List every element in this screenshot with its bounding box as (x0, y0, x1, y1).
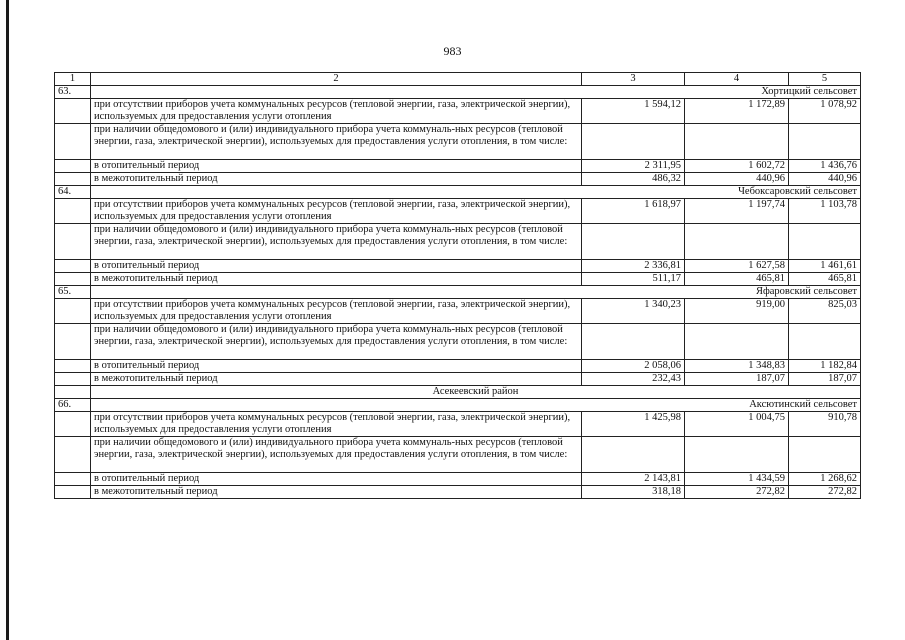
row-number: 66. (55, 399, 91, 412)
row-description: при наличии общедомового и (или) индивидуального прибора учета коммуналь-ных ресурсов (тепловой энергии, газа, электрической энергии), используемых для предоставления услуги отопления, в том числе: (91, 224, 582, 260)
value-col-5: 1 182,84 (789, 360, 861, 373)
row-description: при отсутствии приборов учета коммунальных ресурсов (тепловой энергии, газа, электрической энергии), используемых для предоставления услуги отопления (91, 99, 582, 124)
row-number-empty (55, 173, 91, 186)
value-col-4 (685, 437, 789, 473)
value-col-3: 1 340,23 (582, 299, 685, 324)
value-col-5: 1 461,61 (789, 260, 861, 273)
value-col-4: 1 172,89 (685, 99, 789, 124)
value-col-5 (789, 324, 861, 360)
value-col-5: 1 103,78 (789, 199, 861, 224)
value-col-3 (582, 124, 685, 160)
column-header: 4 (685, 73, 789, 86)
value-col-4: 1 602,72 (685, 160, 789, 173)
table-row (55, 224, 861, 260)
value-col-5 (789, 124, 861, 160)
table-row (55, 324, 861, 360)
row-number: 64. (55, 186, 91, 199)
section-title-row (55, 186, 861, 199)
row-number: 63. (55, 86, 91, 99)
section-title: Аксютинский сельсовет (91, 399, 861, 412)
table-row (55, 260, 861, 273)
value-col-5 (789, 224, 861, 260)
section-title-row (55, 286, 861, 299)
value-col-5: 1 436,76 (789, 160, 861, 173)
value-col-3: 2 058,06 (582, 360, 685, 373)
value-col-5: 910,78 (789, 412, 861, 437)
section-title: Яфаровский сельсовет (91, 286, 861, 299)
value-col-3: 1 425,98 (582, 412, 685, 437)
value-col-3: 232,43 (582, 373, 685, 386)
value-col-3: 318,18 (582, 486, 685, 499)
row-description: в отопительный период (91, 260, 582, 273)
table-row (55, 486, 861, 499)
value-col-4 (685, 324, 789, 360)
table-row (55, 437, 861, 473)
value-col-5: 272,82 (789, 486, 861, 499)
value-col-4: 1 627,58 (685, 260, 789, 273)
value-col-5: 1 268,62 (789, 473, 861, 486)
table-row (55, 412, 861, 437)
column-header: 5 (789, 73, 861, 86)
table-row (55, 99, 861, 124)
row-description: при отсутствии приборов учета коммунальных ресурсов (тепловой энергии, газа, электрической энергии), используемых для предоставления услуги отопления (91, 199, 582, 224)
table-row (55, 199, 861, 224)
value-col-5: 465,81 (789, 273, 861, 286)
row-number-empty (55, 473, 91, 486)
value-col-4: 440,96 (685, 173, 789, 186)
row-description: в межотопительный период (91, 486, 582, 499)
value-col-5 (789, 437, 861, 473)
row-number-empty (55, 124, 91, 160)
header-row (55, 73, 861, 86)
value-col-4: 1 348,83 (685, 360, 789, 373)
value-col-3: 1 594,12 (582, 99, 685, 124)
tariff-table (54, 72, 861, 499)
value-col-3 (582, 324, 685, 360)
value-col-3: 486,32 (582, 173, 685, 186)
district-row (55, 386, 861, 399)
section-title-row (55, 399, 861, 412)
district-title: Асекеевский район (91, 386, 861, 399)
binding-line (6, 0, 9, 640)
table-row (55, 299, 861, 324)
row-number-empty (55, 299, 91, 324)
table-row (55, 373, 861, 386)
row-description: при наличии общедомового и (или) индивидуального прибора учета коммуналь-ных ресурсов (тепловой энергии, газа, электрической энергии), используемых для предоставления услуги отопления, в том числе: (91, 324, 582, 360)
table-row (55, 360, 861, 373)
value-col-5: 1 078,92 (789, 99, 861, 124)
row-description: при наличии общедомового и (или) индивидуального прибора учета коммуналь-ных ресурсов (тепловой энергии, газа, электрической энергии), используемых для предоставления услуги отопления, в том числе: (91, 124, 582, 160)
column-header: 3 (582, 73, 685, 86)
row-number-empty (55, 99, 91, 124)
page-number: 983 (443, 44, 462, 58)
value-col-4: 919,00 (685, 299, 789, 324)
section-title: Хортицкий сельсовет (91, 86, 861, 99)
section-title: Чебоксаровский сельсовет (91, 186, 861, 199)
value-col-5: 187,07 (789, 373, 861, 386)
row-number-empty (55, 412, 91, 437)
row-number-empty (55, 360, 91, 373)
row-number-empty (55, 160, 91, 173)
value-col-4: 1 197,74 (685, 199, 789, 224)
value-col-4: 465,81 (685, 273, 789, 286)
column-header: 2 (91, 73, 582, 86)
row-description: в межотопительный период (91, 173, 582, 186)
row-description: при наличии общедомового и (или) индивидуального прибора учета коммуналь-ных ресурсов (тепловой энергии, газа, электрической энергии), используемых для предоставления услуги отопления, в том числе: (91, 437, 582, 473)
row-number-empty (55, 386, 91, 399)
value-col-3 (582, 437, 685, 473)
row-description: в отопительный период (91, 160, 582, 173)
value-col-4 (685, 224, 789, 260)
row-number-empty (55, 373, 91, 386)
column-header: 1 (55, 73, 91, 86)
row-number: 65. (55, 286, 91, 299)
row-description: при отсутствии приборов учета коммунальных ресурсов (тепловой энергии, газа, электрической энергии), используемых для предоставления услуги отопления (91, 299, 582, 324)
row-number-empty (55, 199, 91, 224)
value-col-3 (582, 224, 685, 260)
row-number-empty (55, 224, 91, 260)
row-number-empty (55, 324, 91, 360)
section-title-row (55, 86, 861, 99)
value-col-4: 187,07 (685, 373, 789, 386)
value-col-4: 272,82 (685, 486, 789, 499)
value-col-5: 825,03 (789, 299, 861, 324)
row-description: при отсутствии приборов учета коммунальных ресурсов (тепловой энергии, газа, электрической энергии), используемых для предоставления услуги отопления (91, 412, 582, 437)
value-col-4: 1 004,75 (685, 412, 789, 437)
value-col-5: 440,96 (789, 173, 861, 186)
value-col-3: 2 311,95 (582, 160, 685, 173)
row-description: в межотопительный период (91, 273, 582, 286)
table-row (55, 273, 861, 286)
value-col-3: 511,17 (582, 273, 685, 286)
row-number-empty (55, 273, 91, 286)
value-col-3: 1 618,97 (582, 199, 685, 224)
table-row (55, 473, 861, 486)
value-col-4 (685, 124, 789, 160)
table-row (55, 160, 861, 173)
value-col-3: 2 336,81 (582, 260, 685, 273)
row-description: в межотопительный период (91, 373, 582, 386)
value-col-3: 2 143,81 (582, 473, 685, 486)
table-row (55, 124, 861, 160)
value-col-4: 1 434,59 (685, 473, 789, 486)
table-row (55, 173, 861, 186)
row-description: в отопительный период (91, 473, 582, 486)
row-number-empty (55, 437, 91, 473)
row-number-empty (55, 486, 91, 499)
row-number-empty (55, 260, 91, 273)
row-description: в отопительный период (91, 360, 582, 373)
